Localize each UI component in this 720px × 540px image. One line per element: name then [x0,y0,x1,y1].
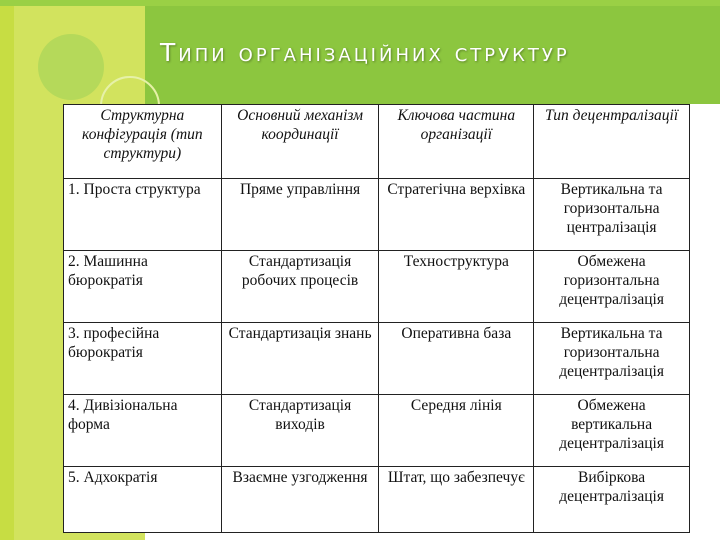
cell-decentralization: Обмежена вертикальна децентралізація [534,395,690,467]
table-header-row [64,105,690,179]
structures-table-container [63,104,690,533]
table-row [64,179,690,251]
cell-key-part: Оперативна база [379,323,534,395]
cell-structure: 2. Машинна бюрократія [64,251,222,323]
left-stripe [0,0,14,540]
table-row [64,467,690,533]
cell-decentralization: Обмежена горизонтальна децентралізація [534,251,690,323]
cell-decentralization: Вертикальна та горизонтальна децентралізація [534,323,690,395]
table-row [64,395,690,467]
cell-mechanism: Взаємне узгодження [221,467,379,533]
cell-mechanism: Стандартизація робочих процесів [221,251,379,323]
cell-structure: 4. Дивізіональна форма [64,395,222,467]
top-strip [0,0,720,6]
table-row [64,251,690,323]
slide-title: Типи організаційних структур [160,38,570,67]
cell-mechanism: Стандартизація виходів [221,395,379,467]
cell-key-part: Техноструктура [379,251,534,323]
cell-structure: 3. професійна бюрократія [64,323,222,395]
decorative-circle [38,34,104,100]
structures-table [63,104,690,533]
cell-structure: 5. Адхократія [64,467,222,533]
header-decentralization-type: Тип децентралізації [534,105,690,179]
header-coordination-mechanism: Основний механізм координації [221,105,379,179]
cell-key-part: Штат, що забезпечує [379,467,534,533]
header-structure-type: Структурна конфігурація (тип структури) [64,105,222,179]
cell-mechanism: Стандартизація знань [221,323,379,395]
cell-structure: 1. Проста структура [64,179,222,251]
cell-decentralization: Вибіркова децентралізація [534,467,690,533]
cell-decentralization: Вертикальна та горизонтальна централізація [534,179,690,251]
cell-mechanism: Пряме управління [221,179,379,251]
cell-key-part: Середня лінія [379,395,534,467]
header-key-part: Ключова частина організації [379,105,534,179]
table-row [64,323,690,395]
cell-key-part: Стратегічна верхівка [379,179,534,251]
